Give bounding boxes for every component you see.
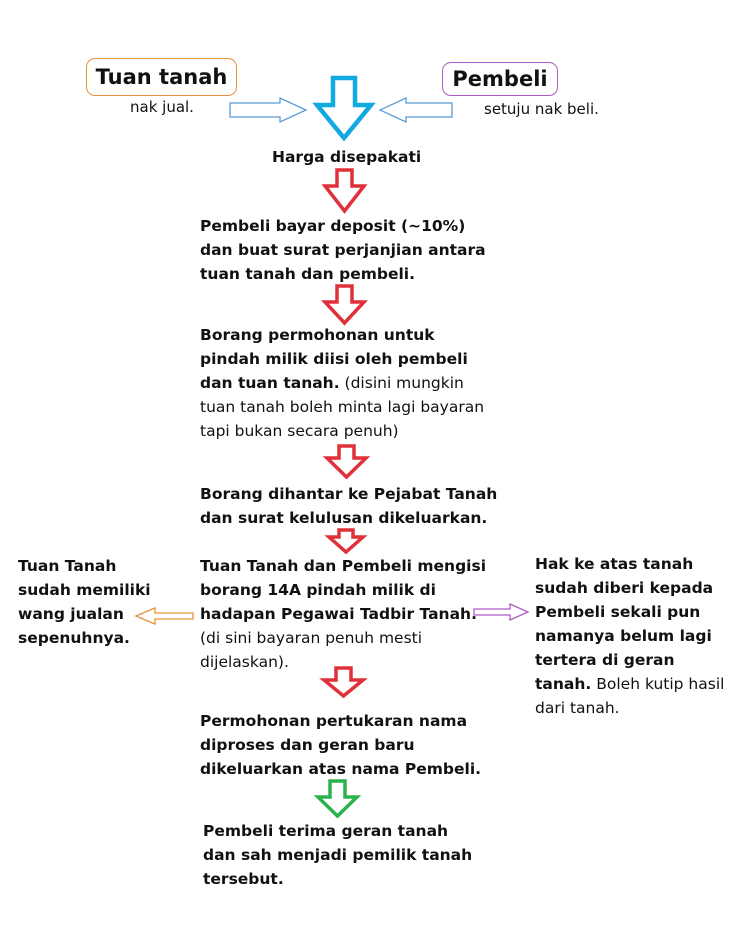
buyer-note: setuju nak beli. — [484, 100, 599, 118]
step-transfer-form-main: Borang permohonan untuk pindah milik diisi oleh pembeli dan tuan tanah. — [200, 326, 468, 392]
side-note-buyer-rights-extra: Boleh kutip hasil dari tanah. — [535, 675, 725, 717]
down-arrow-4 — [329, 530, 363, 552]
step-deposit: Pembeli bayar deposit (~10%) dan buat surat perjanjian antara tuan tanah dan pembeli. — [200, 217, 486, 283]
down-arrow-2 — [325, 286, 364, 323]
buyer-to-price-arrow — [380, 98, 452, 122]
step-receive-title: Pembeli terima geran tanah dan sah menjadi pemilik tanah tersebut. — [203, 822, 473, 888]
buyer-label: Pembeli — [452, 67, 548, 91]
landowner-note: nak jual. — [130, 98, 194, 116]
down-arrow-1 — [325, 170, 364, 211]
step-sign-14a-main: Tuan Tanah dan Pembeli mengisi borang 14A pindah milik di hadapan Pegawai Tadbir Tanah. — [200, 557, 487, 623]
price-agreement-arrow — [317, 78, 371, 138]
step-name-change: Permohonan pertukaran nama diproses dan geran baru dikeluarkan atas nama Pembeli. — [200, 712, 482, 778]
side-note-buyer-rights-main: Hak ke atas tanah sudah diberi kepada Pembeli sekali pun namanya belum lagi tertera di geran tanah. — [535, 555, 714, 693]
step-submit-land-office: Borang dihantar ke Pejabat Tanah dan surat kelulusan dikeluarkan. — [200, 485, 498, 527]
landowner-to-price-arrow — [230, 98, 306, 122]
step-sign-14a-note: (di sini bayaran penuh mesti dijelaskan). — [200, 629, 423, 671]
step-transfer-form-note: (disini mungkin tuan tanah boleh minta lagi bayaran tapi bukan secara penuh) — [200, 374, 485, 440]
step-sign-14a — [200, 554, 495, 674]
final-down-arrow — [318, 781, 357, 816]
down-arrow-3 — [327, 446, 366, 477]
step-transfer-form — [200, 323, 490, 443]
landowner-label: Tuan tanah — [95, 65, 228, 89]
step-price-agreed: Harga disepakati — [272, 148, 422, 166]
side-note-landowner-paid: Tuan Tanah sudah memiliki wang jualan sepenuhnya. — [18, 557, 151, 647]
side-note-buyer-rights — [535, 552, 730, 720]
